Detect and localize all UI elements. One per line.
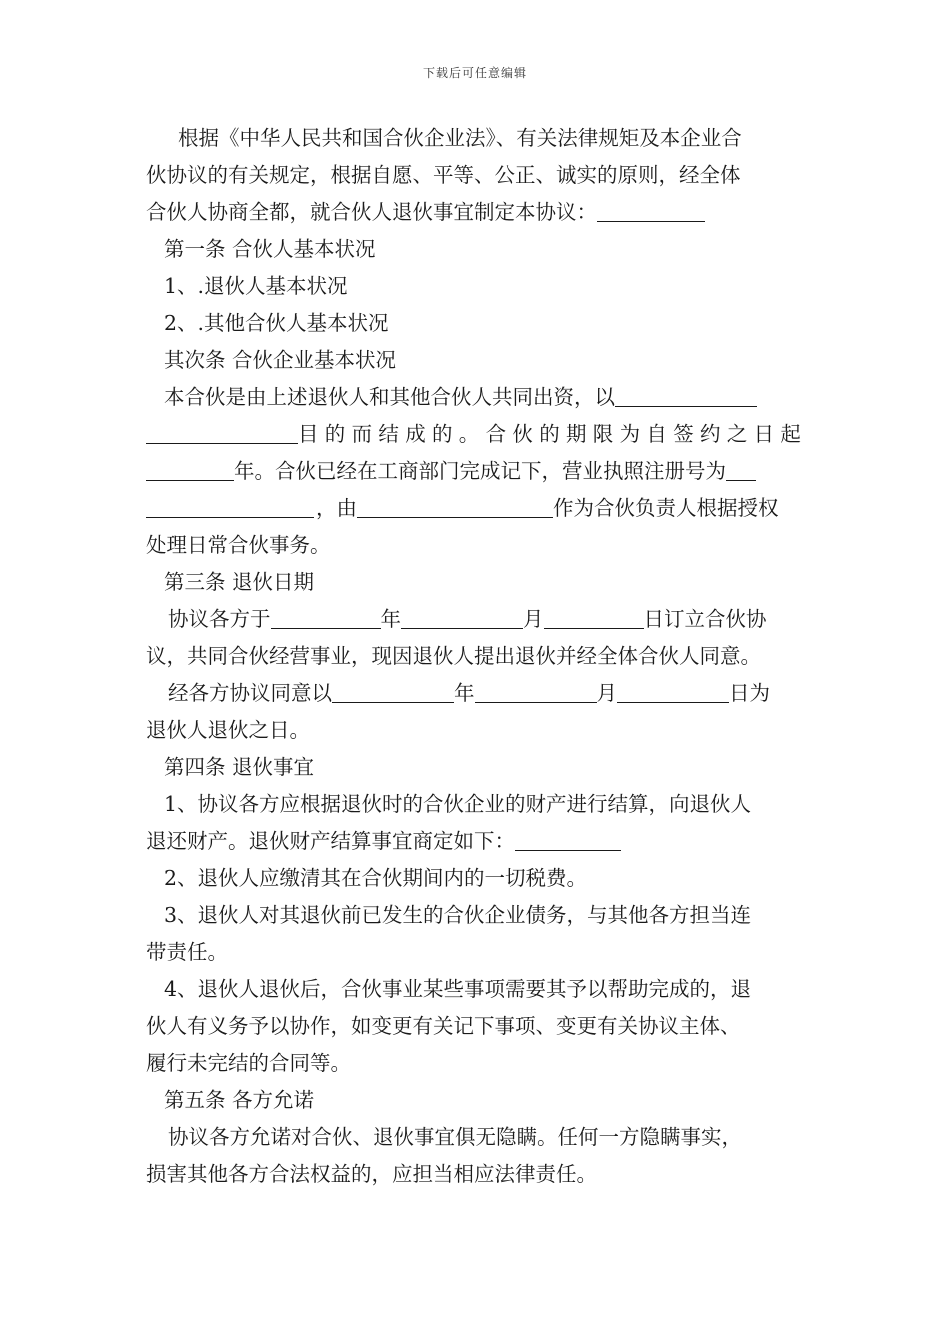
page-header: 下载后可任意编辑 <box>422 66 527 80</box>
preamble-line-3-text: 合伙人协商全都，就合伙人退伙事宜制定本协议： <box>146 200 597 224</box>
article-4-item-3-line-2: 带责任。 <box>146 940 228 964</box>
article-3-line-3-text-a: 经各方协议同意以 <box>168 681 332 705</box>
fill-blank[interactable] <box>146 493 314 518</box>
article-2-line-4-text-b: 作为合伙负责人根据授权 <box>553 496 779 520</box>
article-3-line-3 <box>146 675 808 712</box>
fill-blank[interactable] <box>357 493 553 518</box>
article-3-line-3-text-d: 日为 <box>729 681 770 705</box>
article-5-line-2: 损害其他各方合法权益的，应担当相应法律责任。 <box>146 1162 597 1186</box>
fill-blank[interactable] <box>332 678 454 703</box>
fill-blank[interactable] <box>544 604 644 629</box>
article-3-line-4: 退伙人退伙之日。 <box>146 718 310 742</box>
fill-blank[interactable] <box>515 826 621 851</box>
article-2-line-4-text-a: ，由 <box>316 496 357 520</box>
article-4-title: 第四条 退伙事宜 <box>164 755 315 779</box>
article-2-line-2 <box>146 416 808 453</box>
fill-blank[interactable] <box>597 197 705 222</box>
article-3-line-1-text-a: 协议各方于 <box>168 607 271 631</box>
article-3-line-2: 议，共同合伙经营事业，现因退伙人提出退伙并经全体合伙人同意。 <box>146 644 761 668</box>
article-3-line-1 <box>146 601 808 638</box>
fill-blank[interactable] <box>726 456 756 481</box>
article-2-line-2-text: 目的而结成的。合伙的期限为自签约之日起 <box>298 422 808 446</box>
article-2-title: 其次条 合伙企业基本状况 <box>164 348 397 372</box>
year-label: 年 <box>454 681 475 705</box>
article-1-item-2: 2、.其他合伙人基本状况 <box>164 311 389 335</box>
article-4-item-1-line-2-text: 退还财产。退伙财产结算事宜商定如下： <box>146 829 515 853</box>
article-4-item-4-line-3: 履行未完结的合同等。 <box>146 1051 351 1075</box>
preamble-line-3 <box>146 194 808 231</box>
year-label: 年 <box>380 607 401 631</box>
article-2-line-3 <box>146 453 808 490</box>
article-1-title: 第一条 合伙人基本状况 <box>164 237 376 261</box>
fill-blank[interactable] <box>271 604 381 629</box>
fill-blank[interactable] <box>146 419 298 444</box>
month-label: 月 <box>596 681 617 705</box>
article-3-title: 第三条 退伙日期 <box>164 570 315 594</box>
fill-blank[interactable] <box>617 678 729 703</box>
article-4-item-2: 2、退伙人应缴清其在合伙期间内的一切税费。 <box>164 866 588 890</box>
fill-blank[interactable] <box>146 456 234 481</box>
article-4-item-4-line-2: 伙人有义务予以协作，如变更有关记下事项、变更有关协议主体、 <box>146 1014 741 1038</box>
article-5-line-1: 协议各方允诺对合伙、退伙事宜俱无隐瞒。任何一方隐瞒事实， <box>168 1125 742 1149</box>
article-2-line-1 <box>146 379 808 416</box>
fill-blank[interactable] <box>475 678 597 703</box>
article-4-item-4-line-1: 4、退伙人退伙后，合伙事业某些事项需要其予以帮助完成的，退 <box>164 977 752 1001</box>
article-1-item-1: 1、.退伙人基本状况 <box>164 274 348 298</box>
preamble-line-2: 伙协议的有关规定，根据自愿、平等、公正、诚实的原则，经全体 <box>146 163 741 187</box>
fill-blank[interactable] <box>615 382 757 407</box>
fill-blank[interactable] <box>401 604 523 629</box>
article-4-item-1-line-1: 1、协议各方应根据退伙时的合伙企业的财产进行结算，向退伙人 <box>164 792 752 816</box>
article-2-line-3-text: 年。合伙已经在工商部门完成记下，营业执照注册号为 <box>234 459 726 483</box>
article-2-line-5: 处理日常合伙事务。 <box>146 533 331 557</box>
article-2-line-1-text: 本合伙是由上述退伙人和其他合伙人共同出资，以 <box>164 385 615 409</box>
article-4-item-3-line-1: 3、退伙人对其退伙前已发生的合伙企业债务，与其他各方担当连 <box>164 903 752 927</box>
article-5-title: 第五条 各方允诺 <box>164 1088 315 1112</box>
article-4-item-1-line-2 <box>146 823 808 860</box>
preamble-line-1: 根据《中华人民共和国合伙企业法》、有关法律规矩及本企业合 <box>178 126 742 150</box>
article-3-line-1-text-d: 日订立合伙协 <box>643 607 767 631</box>
article-2-line-4 <box>146 490 808 527</box>
month-label: 月 <box>523 607 544 631</box>
document-body <box>146 120 808 1193</box>
